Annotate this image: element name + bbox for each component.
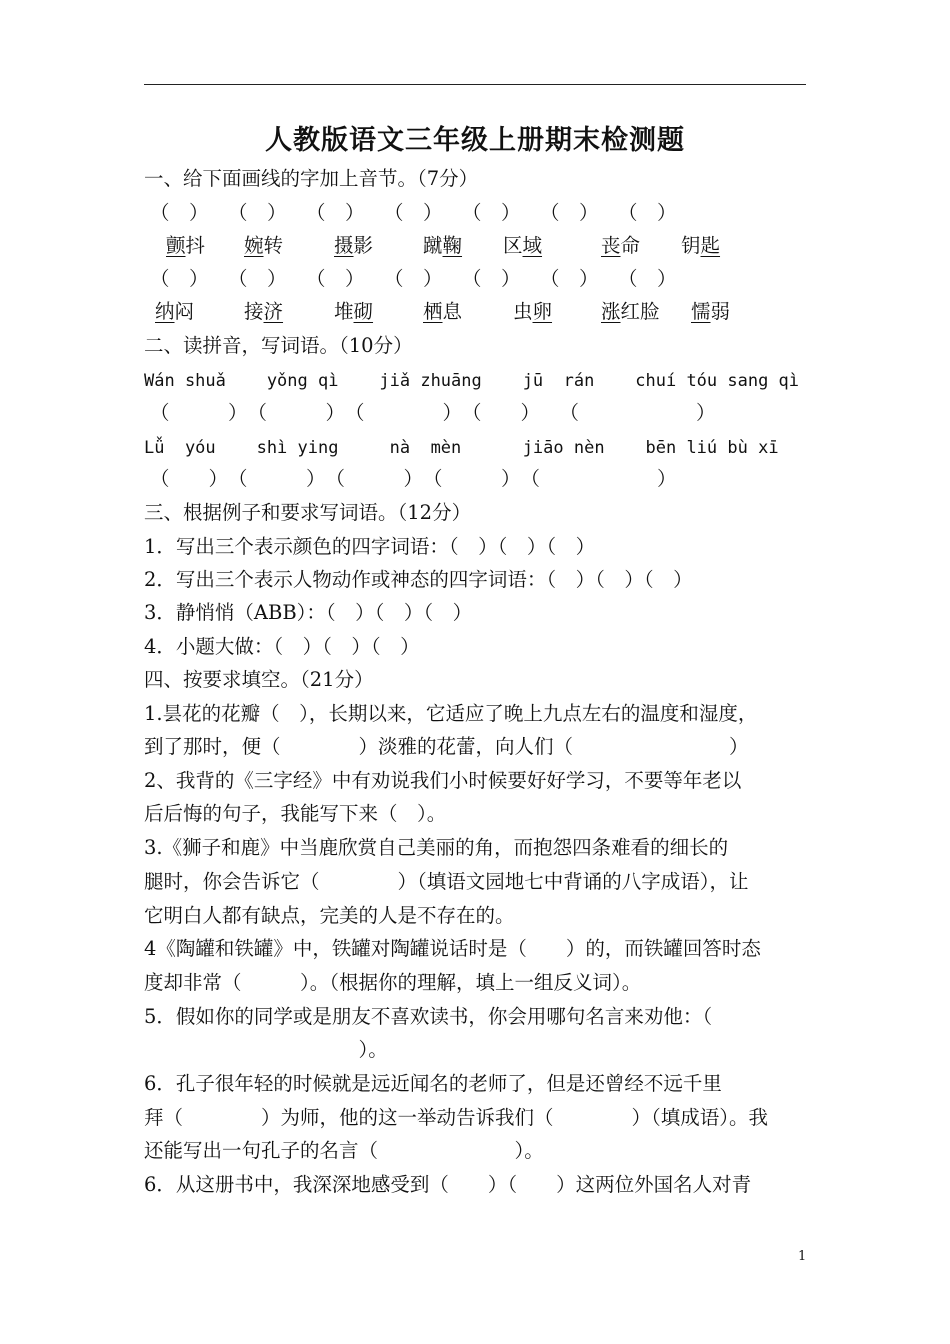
section-1-heading: 一、给下面画线的字加上音节。（7分） [144, 167, 479, 190]
word-part: 蹴 [423, 234, 443, 257]
word-part: 弱 [710, 300, 731, 323]
section-4-line: 1.昙花的花瓣（ ），长期以来，它适应了晚上九点左右的温度和湿度， [144, 702, 758, 725]
word-part: 堆 [334, 300, 354, 323]
underlined-word [601, 233, 640, 259]
underlined-char: 鞠 [442, 234, 463, 257]
section-4-line: 6．从这册书中，我深深地感受到（ ）（ ）这两位外国名人对青 [144, 1173, 752, 1196]
underlined-char: 卵 [532, 300, 553, 323]
underlined-char: 域 [522, 234, 543, 257]
underlined-char: 涨 [601, 300, 621, 323]
word-part: 接 [244, 300, 264, 323]
underlined-word [423, 299, 462, 325]
word-part: 影 [353, 234, 374, 257]
underlined-word [166, 233, 205, 259]
section-4-line: 3.《狮子和鹿》中当鹿欣赏自己美丽的角，而抱怨四条难看的细长的 [144, 836, 729, 859]
section-1-blank-row-1: （ ） （ ） （ ） （ ） （ ） （ ） （ ） [150, 201, 677, 224]
section-4-line: 到了那时，便（ ）淡雅的花蕾，向人们（ ） [144, 735, 749, 758]
header-rule [144, 84, 806, 85]
underlined-char: 纳 [155, 300, 175, 323]
section-3-item: 3．静悄悄（ABB）：（ ）（ ）（ ） [144, 601, 473, 624]
underlined-char: 济 [263, 300, 284, 323]
section-4-heading: 四、按要求填空。（21分） [144, 668, 374, 691]
section-1-blank-row-2: （ ） （ ） （ ） （ ） （ ） （ ） （ ） [150, 267, 677, 290]
section-4-line: 2、我背的《三字经》中有劝说我们小时候要好好学习，不要等年老以 [144, 769, 742, 792]
word-part: 抖 [185, 234, 206, 257]
pinyin-row-2: Lǚ yóu shì ying nà mèn jiāo nèn bēn liú bù xī [144, 438, 779, 458]
section-4-line: 它明白人都有缺点，完美的人是不存在的。 [144, 904, 515, 927]
section-4-line: 4《陶罐和铁罐》中，铁罐对陶罐说话时是（ ）的，而铁罐回答时态 [144, 937, 761, 960]
underlined-word [334, 233, 373, 259]
word-part: 红脸 [620, 300, 660, 323]
section-2-blank-row-2: （ ） （ ） （ ） （ ） （ ） [150, 467, 677, 490]
underlined-word [155, 299, 194, 325]
section-2-heading: 二、读拼音，写词语。（10分） [144, 334, 413, 357]
section-3-heading: 三、根据例子和要求写词语。（12分） [144, 501, 472, 524]
underlined-char: 颤 [166, 234, 186, 257]
section-3-item: 4．小题大做：（ ）（ ）（ ） [144, 635, 420, 658]
section-2-blank-row-1: （ ） （ ） （ ） （ ） （ ） [150, 401, 716, 424]
word-part: 钥 [681, 234, 701, 257]
section-3-item: 1．写出三个表示颜色的四字词语：（ ）（ ）（ ） [144, 535, 596, 558]
underlined-word [691, 299, 730, 325]
underlined-char: 栖 [423, 300, 443, 323]
word-part: 闷 [174, 300, 195, 323]
section-4-line: ）。 [144, 1038, 388, 1061]
page-title: 人教版语文三年级上册期末检测题 [265, 125, 685, 156]
underlined-word [601, 299, 660, 325]
underlined-char: 懦 [691, 300, 711, 323]
word-part: 转 [263, 234, 284, 257]
section-4-line: 6．孔子很年轻的时候就是远近闻名的老师了，但是还曾经不远千里 [144, 1072, 722, 1095]
underlined-word [244, 299, 283, 325]
section-4-line: 腿时，你会告诉它（ ）（填语文园地七中背诵的八字成语），让 [144, 870, 749, 893]
section-3-item: 2．写出三个表示人物动作或神态的四字词语：（ ）（ ）（ ） [144, 568, 693, 591]
word-part: 命 [620, 234, 641, 257]
underlined-char: 砌 [353, 300, 374, 323]
underlined-word [513, 299, 552, 325]
word-part: 虫 [513, 300, 533, 323]
page-number: 1 [798, 1249, 807, 1264]
underlined-word [244, 233, 283, 259]
section-4-line: 度却非常（ ）。（根据你的理解，填上一组反义词）。 [144, 971, 642, 994]
pinyin-row-1: Wán shuǎ yǒng qì jiǎ zhuāng jū rán chuí tóu sang qì [144, 371, 800, 391]
underlined-char: 丧 [601, 234, 621, 257]
section-4-line: 拜（ ）为师，他的这一举动告诉我们（ ）（填成语）。我 [144, 1106, 769, 1129]
section-4-line: 后后悔的句子，我能写下来（ ）。 [144, 802, 447, 825]
word-part: 息 [442, 300, 463, 323]
underlined-char: 婉 [244, 234, 264, 257]
word-part: 区 [503, 234, 523, 257]
underlined-word [334, 299, 373, 325]
underlined-word [423, 233, 462, 259]
underlined-char: 匙 [700, 234, 721, 257]
section-4-line: 5．假如你的同学或是朋友不喜欢读书，你会用哪句名言来劝他：（ [144, 1005, 713, 1028]
underlined-word [681, 233, 720, 259]
underlined-char: 摄 [334, 234, 354, 257]
section-4-line: 还能写出一句孔子的名言（ ）。 [144, 1139, 544, 1162]
underlined-word [503, 233, 542, 259]
